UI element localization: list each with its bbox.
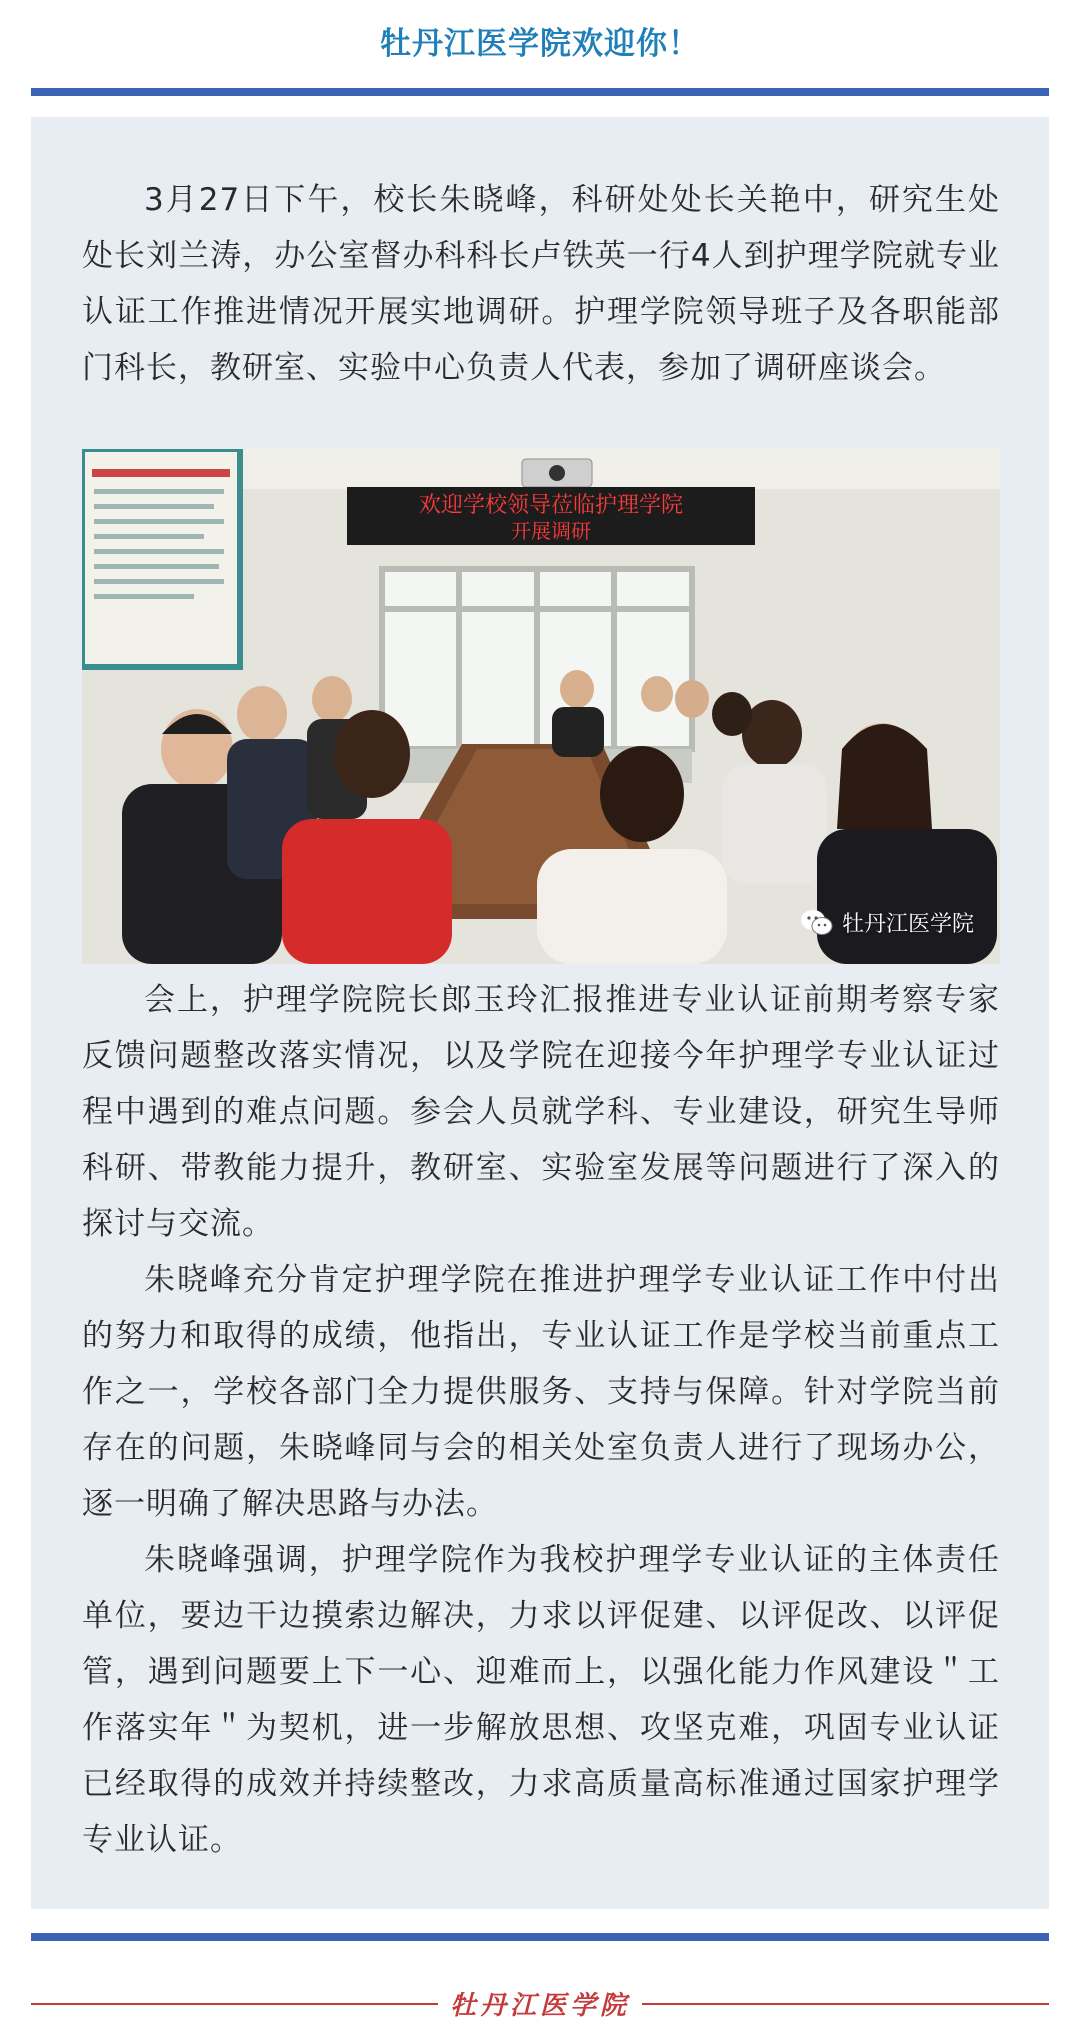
meeting-photo xyxy=(82,449,1000,964)
article-paragraph-4: 朱晓峰强调，护理学院作为我校护理学专业认证的主体责任单位，要边干边摸索边解决，力求以评促建、以评促改、以评促管，遇到问题要上下一心、迎难而上，以强化能力作风建设＂工作落实年＂为契机，进一步解放思想、攻坚克难，巩固专业认证已经取得的成效并持续整改，力求高质量高标准通过国家护理学专业认证。 xyxy=(82,1542,1000,1858)
footer-logo xyxy=(0,1985,1080,2022)
wechat-icon xyxy=(800,909,834,937)
meeting-photo-illustration xyxy=(82,449,1000,964)
article-paragraph-2: 会上，护理学院院长郎玉玲汇报推进专业认证前期考察专家反馈问题整改落实情况，以及学院在迎接今年护理学专业认证过程中遇到的难点问题。参会人员就学科、专业建设，研究生导师科研、带教能力提升，教研室、实验室发展等问题进行了深入的探讨与交流。 xyxy=(82,982,1000,1242)
led-sign-line-2: 开展调研 xyxy=(511,519,591,543)
photo-watermark xyxy=(800,907,974,938)
footer-divider xyxy=(31,1933,1049,1941)
article-paragraph-1: 3月27日下午，校长朱晓峰，科研处处长关艳中，研究生处处长刘兰涛，办公室督办科科长卢铁英一行4人到护理学院就专业认证工作推进情况开展实地调研。护理学院领导班子及各职能部门科长，教研室、实验中心负责人代表，参加了调研座谈会。 xyxy=(82,182,1000,386)
article-paragraph-3: 朱晓峰充分肯定护理学院在推进护理学专业认证工作中付出的努力和取得的成绩，他指出，专业认证工作是学校当前重点工作之一，学校各部门全力提供服务、支持与保障。针对学院当前存在的问题，朱晓峰同与会的相关处室负责人进行了现场办公，逐一明确了解决思路与办法。 xyxy=(82,1262,1000,1522)
footer-logo-text: 牡丹江医学院 xyxy=(438,1991,642,2021)
led-sign-line-1: 欢迎学校领导莅临护理学院 xyxy=(418,493,684,518)
page-title: 牡丹江医学院欢迎你！ xyxy=(380,26,700,62)
watermark-text: 牡丹江医学院 xyxy=(841,912,974,937)
header-divider xyxy=(31,88,1049,96)
